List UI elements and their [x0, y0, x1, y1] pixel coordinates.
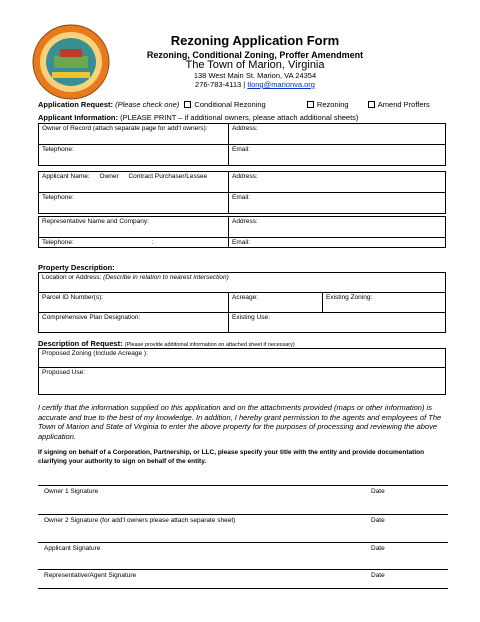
- description-heading: Description of Request: (Please provide additional information on attached sheet if necessary): [38, 339, 295, 348]
- owner-option[interactable]: Owner: [99, 173, 119, 180]
- proposed-use-field[interactable]: Proposed Use:: [39, 368, 446, 395]
- applicant-info-note: (PLEASE PRINT – if additional owners, please attach additional sheets): [120, 113, 359, 122]
- applicant-info-heading: Applicant Information: (PLEASE PRINT – if additional owners, please attach additional sheets): [38, 113, 359, 122]
- town-phone: 276-783-4113 |: [195, 80, 246, 89]
- town-name: The Town of Marion, Virginia: [185, 59, 325, 71]
- proposed-zoning-field[interactable]: Proposed Zoning (Include Acreage ):: [39, 349, 446, 368]
- applicant-table: [38, 171, 446, 214]
- property-description-heading: Property Description:: [38, 263, 115, 272]
- amend-proffers-checkbox[interactable]: [368, 101, 375, 108]
- bottom-rule: [38, 588, 448, 589]
- description-note: (Please provide additional information on attached sheet if necessary): [124, 342, 295, 348]
- applicant-telephone-field[interactable]: Telephone:: [39, 193, 229, 214]
- representative-name-field[interactable]: Representative Name and Company:: [39, 217, 229, 238]
- representative-telephone-field[interactable]: Telephone: :: [39, 238, 229, 248]
- owner-1-signature-line[interactable]: Owner 1 Signature Date: [38, 485, 448, 494]
- owner-of-record-field[interactable]: Owner of Record (attach separate page for add'l owners):: [39, 124, 229, 145]
- owner-2-signature-line[interactable]: Owner 2 Signature (for add'l owners please attach separate sheet) Date: [38, 514, 448, 523]
- representative-signature-line[interactable]: Representative/Agent Signature Date: [38, 569, 448, 578]
- date-label: Date: [371, 517, 385, 524]
- option-conditional-rezoning: Conditional Rezoning: [194, 100, 266, 109]
- parcel-id-field[interactable]: Parcel ID Number(s):: [39, 293, 229, 313]
- contact-line: [110, 80, 400, 89]
- location-field[interactable]: Location or Address: (Describe in relation to nearest intersection): [39, 273, 446, 293]
- property-table: [38, 272, 446, 333]
- comprehensive-plan-field[interactable]: Comprehensive Plan Designation:: [39, 313, 229, 333]
- existing-zoning-field[interactable]: Existing Zoning:: [323, 293, 446, 313]
- date-label: Date: [371, 545, 385, 552]
- application-request-row: [38, 100, 430, 109]
- description-table: [38, 348, 446, 395]
- request-hint: (Please check one): [115, 100, 180, 109]
- owner-table: [38, 123, 446, 166]
- representative-address-field[interactable]: Address:: [229, 217, 446, 238]
- date-label: Date: [371, 488, 385, 495]
- date-label: Date: [371, 572, 385, 579]
- acreage-field[interactable]: Acreage:: [229, 293, 323, 313]
- owner-email-field[interactable]: Email:: [229, 145, 446, 166]
- llc-note: If signing on behalf of a Corporation, Partnership, or LLC, please specify your title with the entity and provide documentation clarifying your authority to sign on behalf of the entity.: [38, 449, 425, 465]
- existing-use-field[interactable]: Existing Use:: [229, 313, 446, 333]
- certification-text: I certify that the information supplied on this application and on the attachments provided (maps or other information) is accurate and true to the best of my knowledge. In addition, I hereby grant permission to the agents and employees of The Town of Marion and State of Virginia to enter the above property for the purposes of processing and reviewing the above application.: [38, 403, 442, 441]
- representative-email-field[interactable]: Email:: [229, 238, 446, 248]
- applicant-address-field[interactable]: Address:: [229, 172, 446, 193]
- applicant-name-field[interactable]: Applicant Name: Owner Contract Purchaser/Lessee: [39, 172, 229, 193]
- request-label: Application Request:: [38, 100, 114, 109]
- town-seal-icon: [32, 24, 110, 100]
- email-link[interactable]: tlong@marionva.org: [247, 80, 315, 89]
- representative-table: [38, 216, 446, 248]
- applicant-signature-line[interactable]: Applicant Signature Date: [38, 542, 448, 551]
- town-address: 138 West Main St. Marion, VA 24354: [193, 71, 317, 80]
- form-title: Rezoning Application Form: [170, 33, 340, 48]
- form-subtitle: Rezoning, Conditional Zoning, Proffer Amendment: [146, 50, 364, 60]
- owner-address-field[interactable]: Address:: [229, 124, 446, 145]
- option-amend-proffers: Amend Proffers: [377, 100, 430, 109]
- option-rezoning: Rezoning: [316, 100, 349, 109]
- applicant-email-field[interactable]: Email:: [229, 193, 446, 214]
- owner-telephone-field[interactable]: Telephone:: [39, 145, 229, 166]
- contract-purchaser-option[interactable]: Contract Purchaser/Lessee: [128, 173, 208, 180]
- conditional-rezoning-checkbox[interactable]: [184, 101, 191, 108]
- rezoning-checkbox[interactable]: [307, 101, 314, 108]
